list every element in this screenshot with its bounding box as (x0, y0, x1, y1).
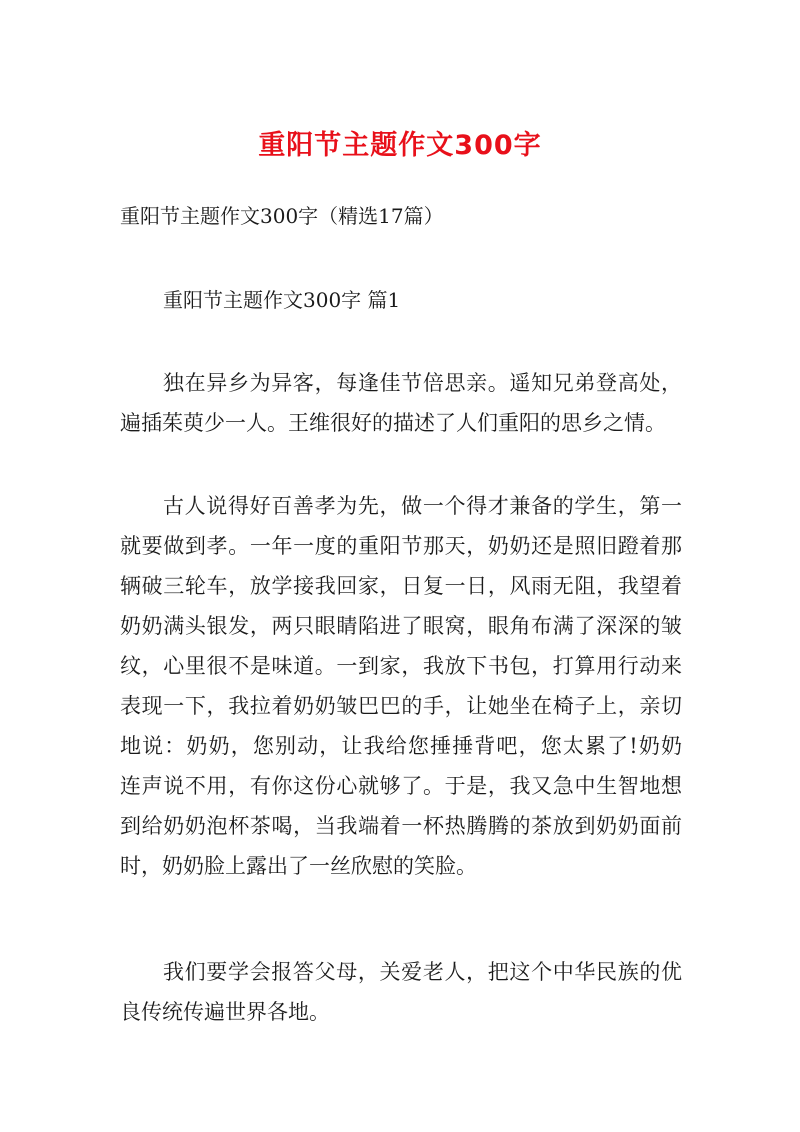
paragraph-line: 古人说得好百善孝为先，做一个得才兼备的学生，第一 (163, 494, 682, 518)
paragraph-line: 辆破三轮车，放学接我回家，日复一日，风雨无阻，我望着 (120, 574, 682, 598)
paragraph-line: 时，奶奶脸上露出了一丝欣慰的笑脸。 (120, 854, 477, 878)
paragraph-line: 遍插茱萸少一人。王维很好的描述了人们重阳的思乡之情。 (120, 411, 666, 435)
paragraph-line: 纹，心里很不是味道。一到家，我放下书包，打算用行动来 (120, 654, 682, 678)
document-title: 重阳节主题作文300字 (258, 130, 542, 161)
paragraph-line: 奶奶满头银发，两只眼睛陷进了眼窝，眼角布满了深深的皱 (120, 614, 682, 638)
paragraph-line: 良传统传遍世界各地。 (120, 1000, 330, 1024)
paragraph-3 (120, 952, 682, 1032)
paragraph-line: 到给奶奶泡杯茶喝，当我端着一杯热腾腾的茶放到奶奶面前 (120, 814, 682, 838)
paragraph-line: 表现一下，我拉着奶奶皱巴巴的手，让她坐在椅子上，亲切 (120, 694, 682, 718)
document-subtitle: 重阳节主题作文300字（精选17篇） (120, 204, 444, 228)
paragraph-2 (120, 486, 682, 886)
paragraph-line: 连声说不用，有你这份心就够了。于是，我又急中生智地想 (120, 774, 682, 798)
paragraph-line: 地说：奶奶，您别动，让我给您捶捶背吧，您太累了!奶奶 (120, 734, 682, 758)
section-heading: 重阳节主题作文300字 篇1 (163, 288, 401, 312)
paragraph-line: 独在异乡为异客，每逢佳节倍思亲。遥知兄弟登高处， (163, 371, 682, 395)
paragraph-line: 我们要学会报答父母，关爱老人，把这个中华民族的优 (163, 960, 682, 984)
paragraph-line: 就要做到孝。一年一度的重阳节那天，奶奶还是照旧蹬着那 (120, 534, 682, 558)
paragraph-1 (120, 363, 682, 443)
